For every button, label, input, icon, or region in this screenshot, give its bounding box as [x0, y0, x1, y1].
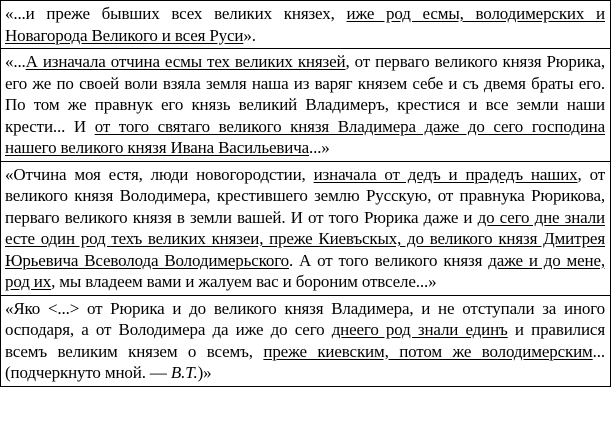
quote-text: ». [243, 25, 256, 45]
quote-text: и правилися всемъ великим князем о всемъ, [5, 320, 605, 361]
quote-underlined-text: А изначала отчина есмы тех великих князей [25, 52, 346, 71]
quote-text: ... (подчеркнуто мной. — [5, 341, 605, 382]
quote-cell-4 [0, 296, 611, 387]
quote-text: ...» [309, 138, 330, 157]
quote-cell-1 [0, 0, 611, 49]
quote-text: «...и преже бывших всех великих князех, [5, 4, 347, 23]
quote-underlined-text: даже и до мене, род их [5, 250, 605, 291]
quote-text: «Яко <...> от Рюрика и до великого князя Владимера, и не отступали за иного осподаря, а от Володимера да иже до сего [5, 298, 605, 339]
quote-text: , от великого князя Володимера, крестившего землю Русскую, от правнука Рюрикова, перваго великого князя в земли вашей. И от того Рюрика даже и [5, 164, 605, 227]
quote-underlined-text: преже киевским, потом же володимерским [263, 341, 593, 361]
quote-underlined-text: днеего род знали единъ [331, 320, 508, 339]
quote-text: «... [5, 52, 26, 71]
quote-text: , от перваго великого князя Рюрика, его же по своей воли взяла земля наша из варяг князем себе и съ двемя браты его. По том же правнук его князь великий Владимеръ, крестися и все земли наши крести... И [5, 52, 606, 136]
quote-underlined-text: изначала от дедъ и прадедъ наших [313, 164, 578, 184]
quote-underlined-text: до сего дне знали есте один род техъ великих князеи, преже Киевъскых, до великого князя Дмитрея Юрьевича Всеволода Володимерьского [5, 207, 605, 270]
quote-underlined-text: иже род есмы, володимерских и Новагорода Великого и всея Руси [5, 4, 605, 45]
author-initials: В.Т. [170, 363, 198, 382]
quote-text: «Отчина моя естя, люди новогородстии, [5, 164, 314, 184]
quote-text: )» [197, 363, 212, 382]
quote-cell-3 [0, 162, 611, 296]
quote-text: . А от того великого князя [289, 250, 489, 270]
quote-cell-2 [0, 49, 611, 162]
quote-text: , мы владеем вами и жалуем вас и бороним отвселе...» [51, 272, 437, 291]
quote-underlined-text: от того святаго великого князя Владимера даже до сего господина нашего великого князя Ивана Васильевича [5, 116, 605, 157]
